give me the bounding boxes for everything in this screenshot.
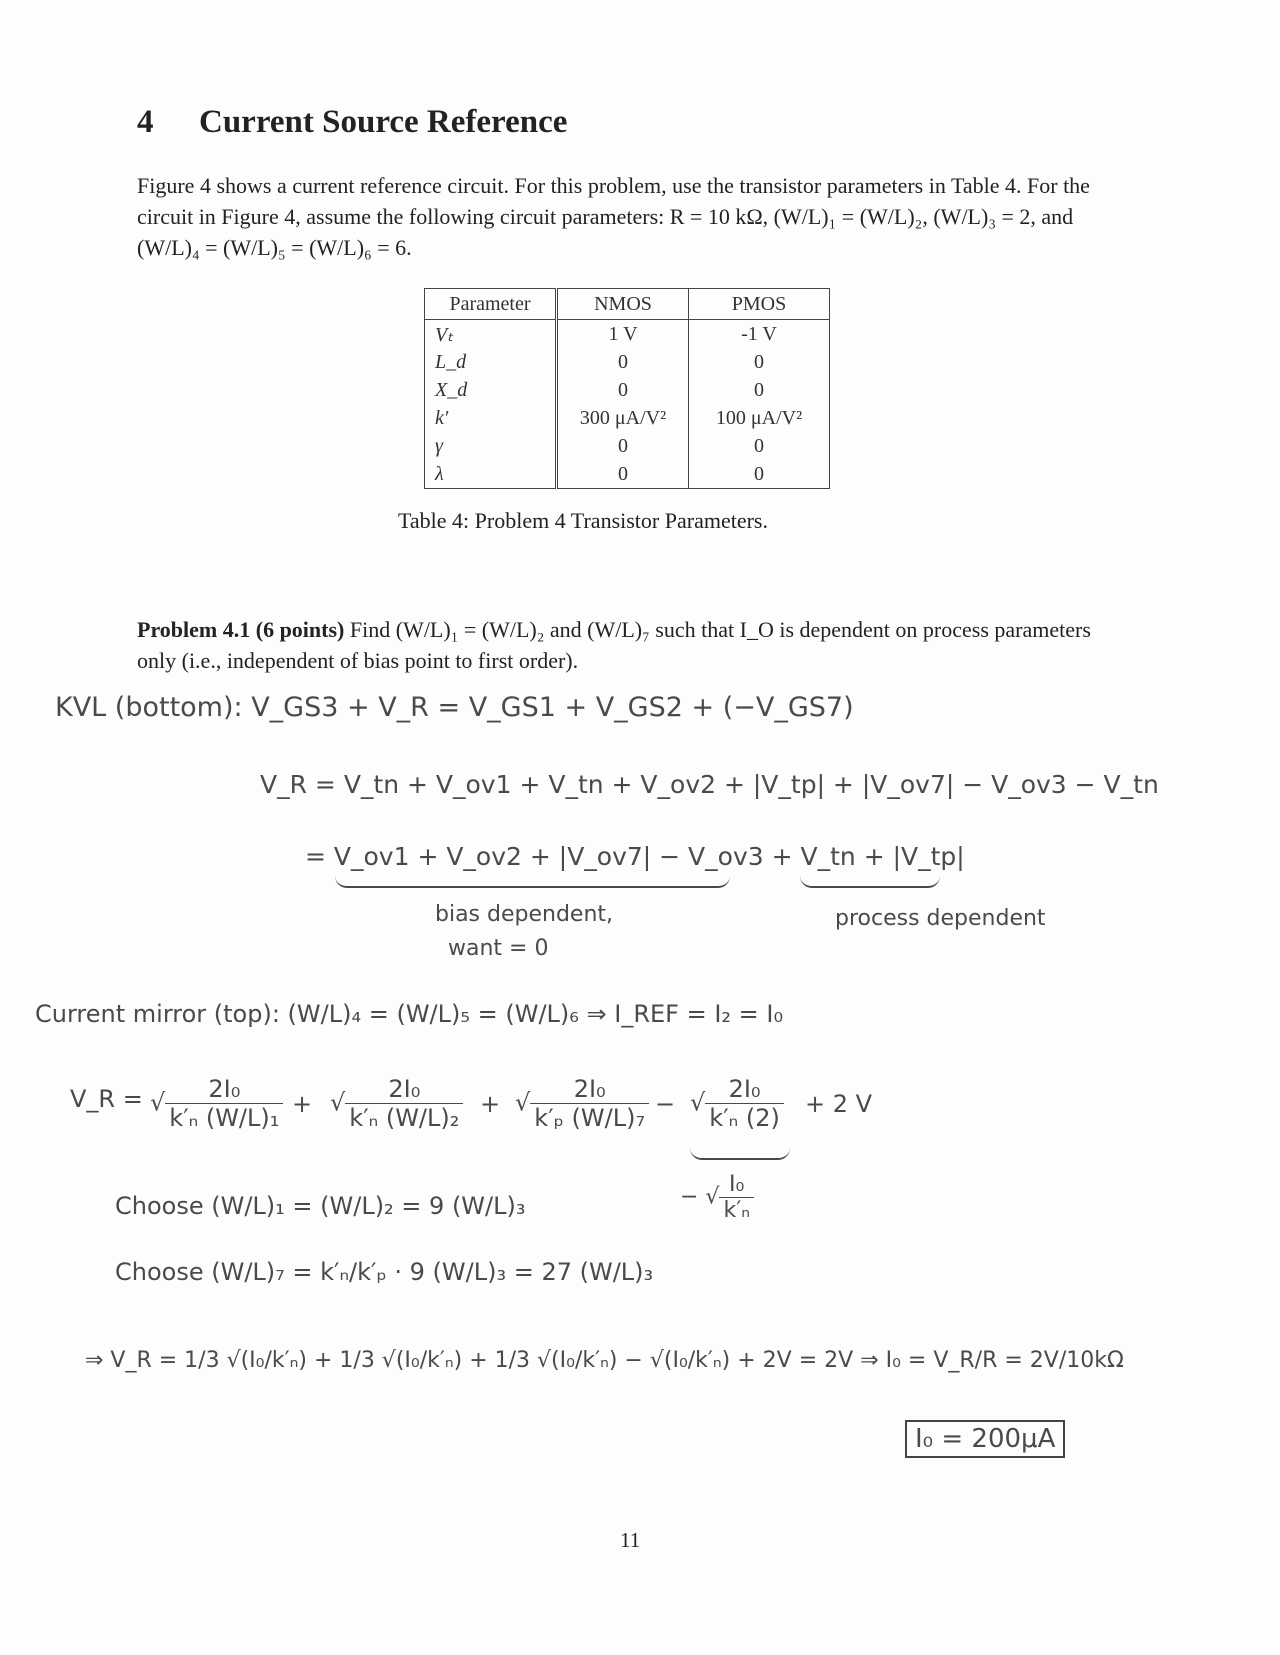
table-row — [425, 320, 830, 349]
k-two-brace — [690, 1148, 790, 1160]
table-row — [425, 348, 830, 376]
sqrt-term-4: √ $\frac{\text{2I₀}}{\text{k′ₙ (2)}}$ — [690, 1075, 784, 1132]
intro-paragraph: Figure 4 shows a current reference circuit. For this problem, use the transistor parameters in Table 4. For the circuit in Figure 4, assume the following circuit parameters: R = 10 kΩ, (W/L)₁ = (W/L)₂, (W/L)₃ = 2, and (W/L)₄ = (W/L)₅ = (W/L)₆ = 6. — [137, 173, 1090, 260]
current-mirror-note: Current mirror (top): (W/L)₄ = (W/L)₅ = (W/L)₆ ⇒ I_REF = I₂ = I₀ — [35, 1000, 784, 1028]
sqrt-term-denominator: k′ₙ (W/L)₂ — [349, 1104, 460, 1132]
vr-label: V_R = — [70, 1085, 143, 1113]
minus-sqrt-term: − √ $\frac{\text{I₀}}{\text{k′ₙ}}$ — [680, 1172, 754, 1223]
vr-expansion: V_R = V_tn + V_ov1 + V_tn + V_ov2 + |V_tp| + |V_ov7| − V_ov3 − V_tn — [260, 770, 1159, 799]
vr-regrouped: = V_ov1 + V_ov2 + |V_ov7| − V_ov3 + V_tn + |V_tp| — [305, 842, 965, 871]
table-cell: X_d — [425, 376, 557, 404]
minus-sqrt-numerator: I₀ — [719, 1172, 754, 1198]
choose-w-l-7: Choose (W/L)₇ = k′ₙ/k′ₚ · 9 (W/L)₃ = 27 (W/L)₃ — [115, 1258, 654, 1286]
table-cell: -1 V — [689, 320, 830, 349]
sqrt-term-numerator: 2I₀ — [345, 1075, 463, 1104]
table-cell: Vₜ — [425, 320, 557, 349]
table-header: NMOS — [557, 289, 689, 320]
section-title: Current Source Reference — [199, 104, 568, 140]
table-cell: 100 μA/V² — [689, 404, 830, 432]
process-brace — [800, 876, 940, 888]
sqrt-term-1: √ $\frac{\text{2I₀}}{\text{k′ₙ (W/L)₁}}$ — [150, 1075, 283, 1132]
sqrt-term-denominator: k′ₚ (W/L)₇ — [534, 1104, 646, 1132]
table-cell: 0 — [557, 460, 689, 489]
page-number: 11 — [620, 1528, 641, 1552]
problem-label: Problem 4.1 — [137, 617, 251, 642]
problem-statement — [137, 614, 1127, 676]
final-answer-box: I₀ = 200μA — [905, 1420, 1065, 1458]
table-row — [425, 404, 830, 432]
table-cell: 0 — [689, 460, 830, 489]
table-row — [425, 460, 830, 489]
table-cell: 0 — [689, 348, 830, 376]
table-cell: 0 — [689, 376, 830, 404]
table-cell: 0 — [557, 348, 689, 376]
table-row — [425, 432, 830, 460]
bias-brace — [335, 876, 730, 888]
table-row — [425, 376, 830, 404]
sqrt-term-numerator: 2I₀ — [165, 1075, 283, 1104]
section-number: 4 — [137, 104, 154, 140]
plus-two-volts: + 2 V — [805, 1090, 873, 1118]
table-cell: γ — [425, 432, 557, 460]
minus-sqrt-denominator: k′ₙ — [723, 1198, 750, 1223]
sqrt-term-denominator: k′ₙ (W/L)₁ — [169, 1104, 280, 1132]
table-cell: 0 — [557, 432, 689, 460]
choose-w-l-1-2: Choose (W/L)₁ = (W/L)₂ = 9 (W/L)₃ — [115, 1192, 526, 1220]
operator: + — [292, 1090, 313, 1118]
sqrt-term-2: √ $\frac{\text{2I₀}}{\text{k′ₙ (W/L)₂}}$ — [330, 1075, 463, 1132]
operator: + — [480, 1090, 501, 1118]
sqrt-term-numerator: 2I₀ — [530, 1075, 649, 1104]
bias-dependent-note: bias dependent, — [435, 902, 614, 927]
table-cell: k′ — [425, 404, 557, 432]
table-header: PMOS — [689, 289, 830, 320]
table-cell: L_d — [425, 348, 557, 376]
process-dependent-note: process dependent — [835, 906, 1046, 931]
kvl-equation: KVL (bottom): V_GS3 + V_R = V_GS1 + V_GS2 + (−V_GS7) — [55, 692, 854, 723]
table-cell: 1 V — [557, 320, 689, 349]
table-cell: λ — [425, 460, 557, 489]
sqrt-term-3: √ $\frac{\text{2I₀}}{\text{k′ₚ (W/L)₇}}$ — [515, 1075, 649, 1132]
sqrt-term-numerator: 2I₀ — [705, 1075, 784, 1104]
table-header: Parameter — [425, 289, 557, 320]
problem-points: (6 points) — [255, 617, 345, 642]
table-cell: 0 — [557, 376, 689, 404]
table-caption: Table 4: Problem 4 Transistor Parameters. — [398, 508, 768, 533]
table-cell: 0 — [689, 432, 830, 460]
transistor-parameter-table — [424, 288, 830, 489]
section-heading — [137, 104, 567, 141]
problem-text: Find (W/L)₁ = (W/L)₂ and (W/L)₇ such that I_O is dependent on process parameters only (i.e., independent of bias point to first order). — [137, 617, 1091, 673]
operator: − — [655, 1090, 676, 1118]
final-vr-equation: ⇒ V_R = 1/3 √(I₀/k′ₙ) + 1/3 √(I₀/k′ₙ) + 1/3 √(I₀/k′ₙ) − √(I₀/k′ₙ) + 2V = 2V ⇒ I₀ = V_R/R = 2V/10kΩ — [85, 1348, 1124, 1373]
want-zero-note: want = 0 — [448, 936, 549, 961]
table-cell: 300 μA/V² — [557, 404, 689, 432]
sqrt-term-denominator: k′ₙ (2) — [709, 1104, 780, 1132]
